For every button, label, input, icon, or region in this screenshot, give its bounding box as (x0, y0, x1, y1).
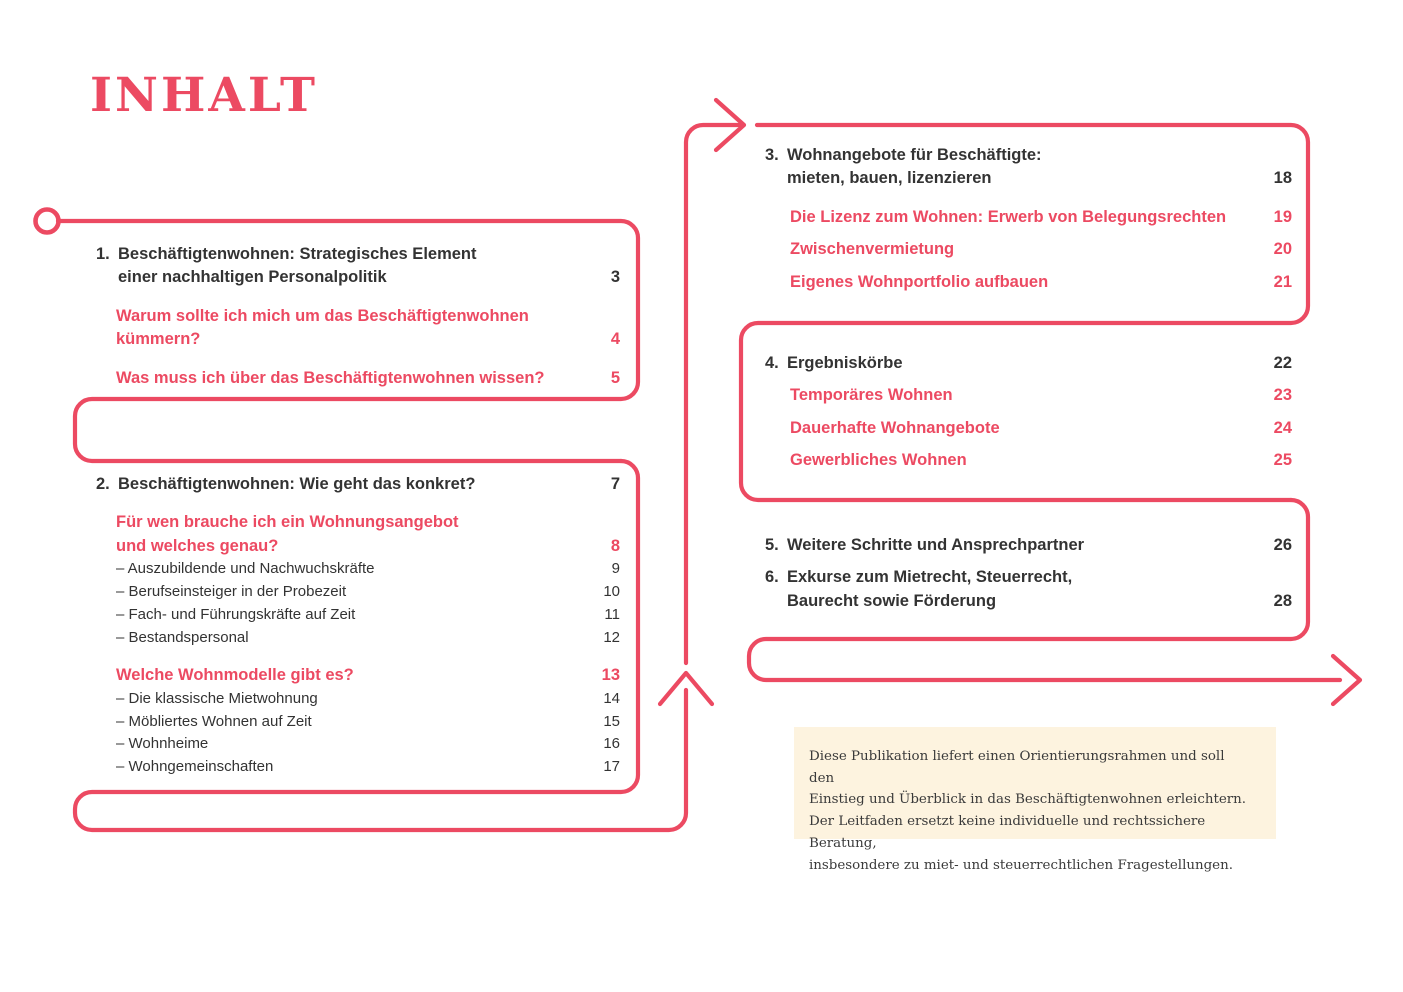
list-item-label: – Die klassische Mietwohnung (116, 689, 318, 707)
chapter-number: 5. (765, 536, 779, 554)
section-items-2-2 (96, 688, 620, 779)
section-items-2-1 (96, 558, 620, 649)
section-heading-1-1[interactable] (96, 305, 620, 352)
chapter-heading-2[interactable] (96, 473, 620, 496)
note-line: Diese Publikation liefert einen Orientierungsrahmen und soll den (809, 749, 1225, 786)
flow-arrow-up (660, 673, 712, 704)
note-line: insbesondere zu miet- und steuerrechtlichen Fragestellungen. (809, 857, 1233, 873)
chapter-title-line: Baurecht sowie Förderung (787, 591, 997, 610)
list-item[interactable] (116, 688, 620, 711)
list-item[interactable] (116, 558, 620, 581)
chapter-page: 28 (1273, 591, 1292, 610)
list-item-label: – Möbliertes Wohnen auf Zeit (116, 712, 312, 730)
list-item[interactable] (116, 756, 620, 779)
spacer (96, 649, 620, 664)
chapter-heading-5[interactable] (765, 534, 1292, 557)
chapter-heading-4[interactable] (765, 352, 1292, 375)
chapter-number: 1. (96, 245, 110, 263)
section-page: 13 (601, 666, 620, 685)
section-title: Was muss ich über das Beschäftigtenwohnen wissen? (116, 368, 545, 387)
list-item-label: – Berufseinsteiger in der Probezeit (116, 583, 347, 601)
section-title: Zwischenvermietung (790, 240, 955, 259)
chapter-page: 18 (1273, 169, 1292, 188)
section-title (116, 305, 596, 352)
section-title: Dauerhafte Wohnangebote (790, 418, 1000, 437)
list-item-page: 14 (603, 689, 620, 707)
chapter-page: 26 (1273, 536, 1292, 554)
chapter-title: Ergebniskörbe (787, 354, 903, 372)
chapter-title-line: Exkurse zum Mietrecht, Steuerrecht, (787, 568, 1073, 587)
chapter-title-line: einer nachhaltigen Personalpolitik (118, 268, 387, 287)
section-page: 4 (610, 330, 620, 349)
section-heading-1-2[interactable] (96, 367, 620, 390)
chapter-page: 3 (610, 268, 620, 287)
toc-block-chapter-5-6 (765, 534, 1292, 613)
chapter-title (787, 566, 1268, 613)
note-line: Der Leitfaden ersetzt keine individuelle und rechtssichere Beratung, (809, 814, 1206, 851)
toc-block-chapter-3 (765, 144, 1292, 294)
spacer (765, 557, 1292, 566)
list-item-page: 17 (603, 758, 620, 776)
section-heading-4-3[interactable] (765, 449, 1292, 472)
section-page: 21 (1273, 272, 1292, 291)
chapter-heading-6[interactable] (765, 566, 1292, 613)
note-line: Einstieg und Überblick in das Beschäftigtenwohnen erleichtern. (809, 792, 1247, 808)
section-page: 24 (1273, 418, 1292, 437)
list-item-page: 16 (603, 735, 620, 753)
toc-block-chapter-4 (765, 352, 1292, 473)
flow-start-circle (36, 210, 59, 233)
section-title-line: und welches genau? (116, 536, 279, 555)
list-item-page: 12 (603, 628, 620, 646)
list-item-label: – Auszubildende und Nachwuchskräfte (116, 560, 375, 578)
spacer (765, 440, 1292, 449)
list-item-label: – Fach- und Führungskräfte auf Zeit (116, 605, 356, 623)
section-heading-4-2[interactable] (765, 417, 1292, 440)
chapter-title (787, 144, 1268, 191)
flow-arrow-right-bottom (1333, 656, 1360, 704)
chapter-number: 3. (765, 146, 779, 164)
section-page: 19 (1273, 207, 1292, 226)
spacer (765, 262, 1292, 271)
toc-block-chapter-1 (96, 243, 620, 390)
section-page: 23 (1273, 386, 1292, 405)
spacer (765, 229, 1292, 238)
list-item[interactable] (116, 711, 620, 734)
list-item[interactable] (116, 627, 620, 650)
chapter-heading-1[interactable] (96, 243, 620, 290)
section-title: Die Lizenz zum Wohnen: Erwerb von Belegungsrechten (790, 207, 1227, 226)
section-title (116, 511, 596, 558)
section-title-line: Warum sollte ich mich um das Beschäftigtenwohnen (116, 306, 529, 325)
section-title: Gewerbliches Wohnen (790, 451, 967, 470)
spacer (765, 191, 1292, 206)
list-item[interactable] (116, 733, 620, 756)
list-item-label: – Wohnheime (116, 735, 209, 753)
chapter-page: 22 (1273, 354, 1292, 372)
spacer (96, 496, 620, 511)
spacer (765, 375, 1292, 384)
section-title: Welche Wohnmodelle gibt es? (116, 666, 354, 685)
chapter-number: 6. (765, 568, 779, 587)
section-page: 5 (610, 368, 620, 387)
list-item-page: 9 (611, 560, 620, 578)
section-title: Eigenes Wohnportfolio aufbauen (790, 272, 1049, 291)
section-heading-3-3[interactable] (765, 271, 1292, 294)
chapter-title (118, 243, 596, 290)
toc-block-chapter-2 (96, 473, 620, 779)
chapter-title-line: Beschäftigtenwohnen: Strategisches Element (118, 245, 477, 263)
flow-arrow-right-top (716, 100, 744, 150)
spacer (96, 352, 620, 367)
chapter-page: 7 (610, 475, 620, 493)
chapter-title: Weitere Schritte und Ansprechpartner (787, 536, 1085, 554)
list-item-page: 10 (603, 583, 620, 601)
list-item-label: – Wohngemeinschaften (116, 758, 274, 776)
section-page: 20 (1273, 240, 1292, 259)
section-heading-3-1[interactable] (765, 206, 1292, 229)
section-title: Temporäres Wohnen (790, 386, 953, 405)
chapter-number: 4. (765, 354, 779, 372)
list-item[interactable] (116, 581, 620, 604)
chapter-heading-3[interactable] (765, 144, 1292, 191)
section-heading-3-2[interactable] (765, 238, 1292, 261)
section-title-line: kümmern? (116, 330, 201, 349)
spacer (96, 290, 620, 305)
list-item-page: 11 (604, 605, 620, 623)
list-item-page: 15 (603, 712, 620, 730)
section-heading-4-1[interactable] (765, 384, 1292, 407)
section-heading-2-2[interactable] (96, 664, 620, 687)
chapter-title-line: Wohnangebote für Beschäftigte: (787, 146, 1042, 164)
flow-riser-upper (686, 125, 739, 663)
chapter-title-line: mieten, bauen, lizenzieren (787, 169, 992, 188)
page-title: INHALT (90, 68, 319, 123)
section-heading-2-1[interactable] (96, 511, 620, 558)
section-page: 25 (1273, 451, 1292, 470)
chapter-number: 2. (96, 475, 110, 493)
chapter-title: Beschäftigtenwohnen: Wie geht das konkret? (118, 475, 476, 493)
disclaimer-note (794, 727, 1276, 873)
spacer (765, 408, 1292, 417)
list-item[interactable] (116, 604, 620, 627)
section-title-line: Für wen brauche ich ein Wohnungsangebot (116, 513, 459, 532)
section-page: 8 (610, 536, 620, 555)
list-item-label: – Bestandspersonal (116, 628, 249, 646)
